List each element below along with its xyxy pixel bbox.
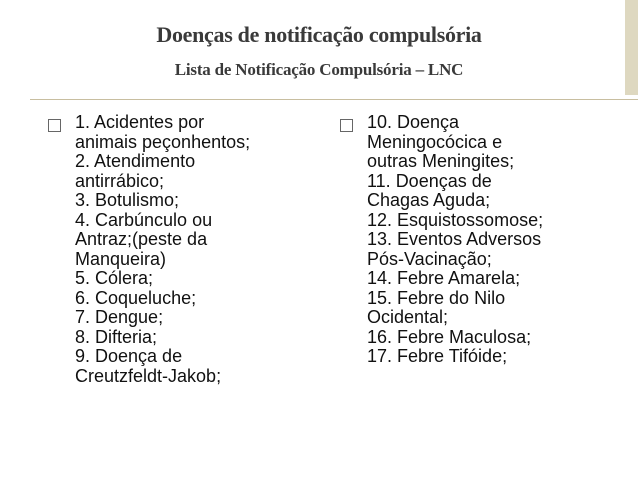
list-item: Ocidental; <box>367 307 449 327</box>
list-item: 3. Botulismo; <box>75 190 180 210</box>
list-item: animais peçonhentos; <box>75 131 251 152</box>
list-item: 17. Febre Tifóide; <box>367 346 508 366</box>
list-item: antirrábico; <box>75 170 165 191</box>
list-item: 12. Esquistossomose; <box>367 209 544 230</box>
list-item: Meningocócica e <box>367 131 503 152</box>
list-item: 7. Dengue; <box>75 307 164 327</box>
list-item: 1. Acidentes por <box>75 112 205 132</box>
list-item: 13. Eventos Adversos <box>367 229 542 249</box>
right-column <box>340 113 620 367</box>
list-item: 15. Febre do Nilo <box>367 287 506 308</box>
square-bullet-icon <box>48 119 61 132</box>
list-item: Antraz;(peste da <box>75 229 208 249</box>
list-item: 9. Doença de <box>75 346 183 366</box>
list-item: 5. Cólera; <box>75 268 154 288</box>
list-item: 16. Febre Maculosa; <box>367 326 532 347</box>
list-item: 14. Febre Amarela; <box>367 268 521 288</box>
list-item: 11. Doenças de <box>367 170 492 191</box>
list-item: Chagas Aguda; <box>367 190 491 210</box>
list-item: Pós-Vacinação; <box>367 248 492 269</box>
square-bullet-icon <box>340 119 353 132</box>
slide-subtitle: Lista de Notificação Compulsória – LNC <box>174 60 464 79</box>
list-item: Manqueira) <box>75 248 167 269</box>
divider-line <box>30 99 638 100</box>
list-item: 8. Difteria; <box>75 326 158 347</box>
left-disease-list <box>75 113 250 386</box>
list-item: Creutzfeldt-Jakob; <box>75 365 222 386</box>
list-item: 10. Doença <box>367 112 460 132</box>
left-column <box>48 113 318 386</box>
list-item: 6. Coqueluche; <box>75 287 197 308</box>
list-item: 4. Carbúnculo ou <box>75 209 213 230</box>
list-item: 2. Atendimento <box>75 151 196 171</box>
list-item: outras Meningites; <box>367 151 515 171</box>
slide-title: Doenças de notificação compulsória <box>156 22 482 47</box>
right-disease-list <box>367 113 543 367</box>
